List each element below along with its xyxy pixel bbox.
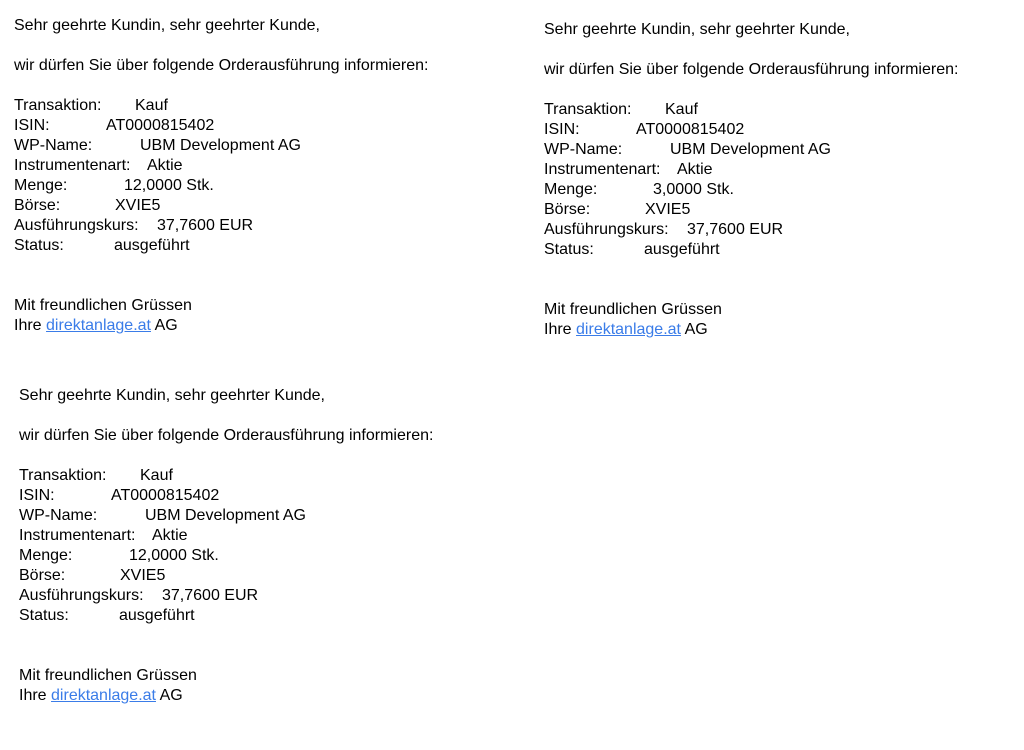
field-row-instrument-type	[14, 156, 428, 176]
field-value: XVIE5	[120, 567, 166, 584]
field-label: WP-Name:	[544, 141, 623, 158]
signature-suffix: AG	[154, 317, 178, 334]
closing: Mit freundlichen Grüssen	[544, 301, 722, 318]
field-label: Transaktion:	[14, 97, 102, 114]
field-value: XVIE5	[115, 197, 161, 214]
signature	[544, 320, 958, 340]
field-value: 37,7600 EUR	[162, 587, 259, 604]
field-row-isin	[544, 120, 958, 140]
field-value: Kauf	[135, 97, 168, 114]
field-value: AT0000815402	[106, 117, 215, 134]
field-row-exchange	[544, 200, 958, 220]
order-details	[19, 466, 433, 626]
field-label: ISIN:	[19, 487, 55, 504]
field-value: ausgeführt	[119, 607, 195, 624]
field-label: Menge:	[544, 181, 598, 198]
order-details	[14, 96, 428, 256]
field-value: Aktie	[147, 157, 183, 174]
field-label: Status:	[14, 237, 64, 254]
field-value: Aktie	[152, 527, 188, 544]
field-label: Transaktion:	[544, 101, 632, 118]
field-row-exchange	[19, 566, 433, 586]
field-label: Börse:	[14, 197, 61, 214]
order-notice-2	[544, 20, 958, 340]
intro-text: wir dürfen Sie über folgende Orderausführung informieren:	[19, 427, 434, 444]
field-row-isin	[14, 116, 428, 136]
field-row-isin	[19, 486, 433, 506]
field-value: UBM Development AG	[145, 507, 306, 524]
field-value: XVIE5	[645, 201, 691, 218]
field-value: ausgeführt	[644, 241, 720, 258]
closing: Mit freundlichen Grüssen	[14, 297, 192, 314]
signature-suffix: AG	[684, 321, 708, 338]
field-value: AT0000815402	[111, 487, 220, 504]
field-value: Kauf	[665, 101, 698, 118]
direktanlage-link[interactable]: direktanlage.at	[51, 687, 156, 704]
direktanlage-link[interactable]: direktanlage.at	[576, 321, 681, 338]
field-row-status	[14, 236, 428, 256]
field-label: WP-Name:	[14, 137, 93, 154]
field-label: Menge:	[19, 547, 73, 564]
field-row-quantity	[19, 546, 433, 566]
field-label: Status:	[19, 607, 69, 624]
field-row-instrument-type	[544, 160, 958, 180]
field-value: 12,0000 Stk.	[129, 547, 219, 564]
field-value: 37,7600 EUR	[157, 217, 254, 234]
order-details	[544, 100, 958, 260]
field-row-execution-price	[544, 220, 958, 240]
field-row-exchange	[14, 196, 428, 216]
field-row-instrument-type	[19, 526, 433, 546]
greeting: Sehr geehrte Kundin, sehr geehrter Kunde,	[14, 17, 320, 34]
field-value: 3,0000 Stk.	[653, 181, 734, 198]
field-row-execution-price	[14, 216, 428, 236]
field-label: Ausführungskurs:	[14, 217, 139, 234]
intro-text: wir dürfen Sie über folgende Orderausführung informieren:	[14, 57, 429, 74]
intro-text: wir dürfen Sie über folgende Orderausführung informieren:	[544, 61, 959, 78]
field-value: AT0000815402	[636, 121, 745, 138]
field-label: Börse:	[544, 201, 591, 218]
field-row-wp-name	[544, 140, 958, 160]
field-value: ausgeführt	[114, 237, 190, 254]
field-label: WP-Name:	[19, 507, 98, 524]
signature	[19, 686, 433, 706]
field-row-status	[544, 240, 958, 260]
field-label: Status:	[544, 241, 594, 258]
order-notice-3	[19, 386, 433, 706]
field-label: Menge:	[14, 177, 68, 194]
field-row-transaction	[544, 100, 958, 120]
field-value: UBM Development AG	[140, 137, 301, 154]
greeting: Sehr geehrte Kundin, sehr geehrter Kunde,	[19, 387, 325, 404]
field-value: UBM Development AG	[670, 141, 831, 158]
signature-suffix: AG	[159, 687, 183, 704]
greeting: Sehr geehrte Kundin, sehr geehrter Kunde,	[544, 21, 850, 38]
field-row-transaction	[19, 466, 433, 486]
closing: Mit freundlichen Grüssen	[19, 667, 197, 684]
field-value: 37,7600 EUR	[687, 221, 784, 238]
field-label: Börse:	[19, 567, 66, 584]
field-label: Ausführungskurs:	[19, 587, 144, 604]
field-label: ISIN:	[14, 117, 50, 134]
field-row-wp-name	[14, 136, 428, 156]
field-label: Instrumentenart:	[19, 527, 136, 544]
field-label: Instrumentenart:	[14, 157, 131, 174]
field-row-wp-name	[19, 506, 433, 526]
field-row-status	[19, 606, 433, 626]
field-value: 12,0000 Stk.	[124, 177, 214, 194]
field-label: Ausführungskurs:	[544, 221, 669, 238]
field-value: Kauf	[140, 467, 173, 484]
signature-prefix: Ihre	[14, 317, 42, 334]
field-label: Transaktion:	[19, 467, 107, 484]
field-label: Instrumentenart:	[544, 161, 661, 178]
field-row-execution-price	[19, 586, 433, 606]
order-notice-1	[14, 16, 428, 336]
field-row-quantity	[544, 180, 958, 200]
field-value: Aktie	[677, 161, 713, 178]
field-row-quantity	[14, 176, 428, 196]
signature	[14, 316, 428, 336]
signature-prefix: Ihre	[544, 321, 572, 338]
signature-prefix: Ihre	[19, 687, 47, 704]
field-row-transaction	[14, 96, 428, 116]
direktanlage-link[interactable]: direktanlage.at	[46, 317, 151, 334]
field-label: ISIN:	[544, 121, 580, 138]
